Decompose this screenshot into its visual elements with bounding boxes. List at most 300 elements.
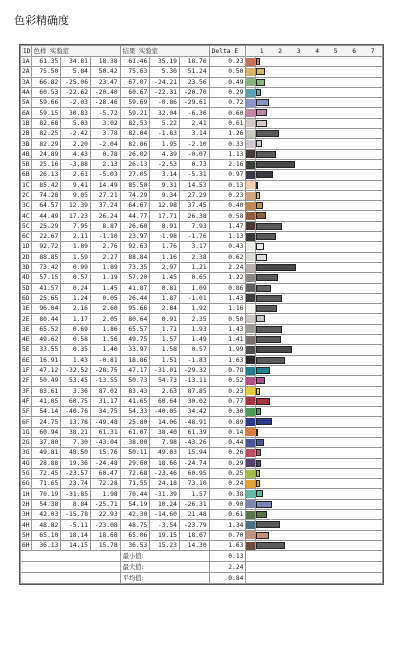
result-value: -1.83 — [150, 129, 180, 139]
table-row — [21, 211, 383, 221]
color-swatch — [246, 520, 255, 530]
delta-e-bar — [256, 192, 260, 199]
delta-e-bar-cell — [255, 499, 382, 509]
result-value: 82.53 — [120, 118, 150, 128]
reference-value: 5.84 — [61, 67, 91, 77]
reference-value: 72.28 — [90, 479, 120, 489]
header-result-lab: 结果 实验室 — [120, 46, 209, 57]
patch-id: 1H — [22, 490, 30, 498]
patch-id: 6C — [22, 233, 30, 241]
delta-e-value: 0.43 — [209, 242, 246, 252]
reference-value: 1.59 — [61, 252, 91, 262]
delta-e-bar — [256, 264, 296, 271]
reference-value: 61.35 — [31, 57, 61, 67]
delta-e-value: 0.23 — [209, 190, 246, 200]
color-swatch — [246, 242, 255, 252]
result-value: -6.36 — [179, 108, 209, 118]
result-value: 9.31 — [150, 180, 180, 190]
result-value: -2.53 — [150, 159, 180, 169]
patch-id: 3D — [22, 264, 30, 272]
summary-blank — [21, 573, 121, 584]
summary-label: 最大值: — [120, 562, 209, 573]
result-value: 1.49 — [179, 335, 209, 345]
result-value: 5.30 — [150, 67, 180, 77]
table-header-row — [21, 46, 383, 57]
delta-e-value: 0.62 — [209, 252, 246, 262]
reference-value: 1.40 — [90, 345, 120, 355]
delta-e-bar — [256, 212, 266, 219]
delta-e-bar-cell — [255, 98, 382, 108]
patch-id: 1B — [22, 119, 30, 127]
patch-id: 3A — [22, 78, 30, 86]
reference-value: 1.98 — [90, 489, 120, 499]
patch-id: 1C — [22, 181, 30, 189]
delta-e-bar — [256, 223, 282, 230]
summary-row — [21, 551, 383, 562]
reference-value: 34.81 — [61, 57, 91, 67]
result-value: 54.73 — [150, 376, 180, 386]
delta-e-bar-cell — [255, 510, 382, 520]
table-row — [21, 499, 383, 509]
scale-tick: 6 — [352, 47, 357, 55]
result-value: 26.38 — [179, 211, 209, 221]
table-row — [21, 335, 383, 345]
delta-e-bar — [256, 377, 265, 384]
header-reference-lab: 色样 实验室 — [31, 46, 120, 57]
reference-value: 65.52 — [31, 324, 61, 334]
reference-value: 9.05 — [61, 190, 91, 200]
result-value: -31.01 — [150, 365, 180, 375]
color-swatch — [246, 201, 255, 211]
table-row — [21, 407, 383, 417]
delta-e-bar — [256, 398, 270, 405]
color-swatch — [246, 376, 255, 386]
delta-e-value: 0.72 — [209, 98, 246, 108]
result-value: -13.11 — [179, 376, 209, 386]
reference-value: 26.13 — [31, 170, 61, 180]
reference-value: 49.81 — [31, 448, 61, 458]
patch-id: 6E — [22, 356, 30, 364]
reference-value: -20.40 — [90, 87, 120, 97]
color-swatch — [246, 67, 255, 77]
result-value: 3.14 — [179, 129, 209, 139]
reference-value: 18.38 — [90, 57, 120, 67]
patch-id: 5E — [22, 346, 30, 354]
result-value: 41.65 — [120, 396, 150, 406]
delta-e-bar — [256, 480, 260, 487]
reference-value: 38.21 — [61, 427, 91, 437]
reference-value: 25.16 — [31, 159, 61, 169]
patch-id: 4F — [22, 397, 30, 405]
delta-e-value: 0.14 — [209, 427, 246, 437]
swatch-fill — [246, 418, 254, 426]
reference-value: -2.03 — [61, 98, 91, 108]
result-value: 1.93 — [179, 324, 209, 334]
result-value: -20.70 — [179, 87, 209, 97]
header-id: ID — [21, 46, 32, 57]
result-value: 50.11 — [120, 448, 150, 458]
delta-e-value: 0.70 — [209, 530, 246, 540]
swatch-fill — [246, 500, 254, 508]
result-value: 41.87 — [120, 283, 150, 293]
result-value: 87.85 — [179, 386, 209, 396]
delta-e-bar-cell — [255, 304, 382, 314]
reference-value: 50.49 — [31, 376, 61, 386]
delta-e-bar-cell — [255, 324, 382, 334]
reference-value: -24.48 — [90, 458, 120, 468]
swatch-fill — [246, 150, 254, 158]
swatch-fill — [246, 253, 254, 261]
delta-e-bar-cell — [255, 355, 382, 365]
delta-e-bar — [256, 120, 267, 127]
reference-value: -5.03 — [90, 170, 120, 180]
reference-value: 2.76 — [90, 242, 120, 252]
reference-value: 1.56 — [90, 335, 120, 345]
reference-value: 22.93 — [90, 510, 120, 520]
result-value: 60.95 — [179, 468, 209, 478]
delta-e-bar-cell — [255, 376, 382, 386]
delta-e-bar — [256, 315, 265, 322]
delta-e-bar — [256, 357, 285, 364]
delta-e-value: 1.26 — [209, 129, 246, 139]
reference-value: 7.95 — [61, 221, 91, 231]
patch-id: 5F — [22, 408, 30, 416]
delta-e-bar-cell — [255, 252, 382, 262]
result-value: 71.55 — [120, 479, 150, 489]
reference-value: 80.44 — [31, 314, 61, 324]
delta-e-bar-cell — [255, 427, 382, 437]
table-row — [21, 118, 383, 128]
reference-value: -15.78 — [61, 510, 91, 520]
result-value: -48.91 — [179, 417, 209, 427]
patch-id: 3E — [22, 325, 30, 333]
reference-value: -5.11 — [61, 520, 91, 530]
patch-id: 4G — [22, 459, 30, 467]
result-value: 75.63 — [120, 67, 150, 77]
delta-e-bar — [256, 511, 267, 518]
result-value: 35.19 — [150, 57, 180, 67]
delta-e-value: 0.40 — [209, 201, 246, 211]
delta-e-bar-cell — [255, 540, 382, 550]
delta-e-value: 0.25 — [209, 468, 246, 478]
swatch-fill — [246, 222, 254, 230]
swatch-fill — [246, 397, 254, 405]
reference-value: 75.50 — [31, 67, 61, 77]
delta-e-bar — [256, 161, 295, 168]
reference-value: 54.38 — [31, 499, 61, 509]
reference-value: -23.08 — [90, 520, 120, 530]
result-value: 59.21 — [120, 108, 150, 118]
reference-value: -25.71 — [90, 499, 120, 509]
delta-e-bar — [256, 305, 277, 312]
patch-id: 5B — [22, 161, 30, 169]
result-value: 23.56 — [179, 77, 209, 87]
delta-e-bar-cell — [255, 407, 382, 417]
delta-e-bar — [256, 336, 281, 343]
color-swatch — [246, 324, 255, 334]
table-row — [21, 252, 383, 262]
delta-e-bar — [256, 470, 261, 477]
patch-id: 3F — [22, 387, 30, 395]
patch-id: 5H — [22, 531, 30, 539]
patch-id: 6B — [22, 171, 30, 179]
table-row — [21, 314, 383, 324]
swatch-fill — [246, 284, 254, 292]
result-value: -29.32 — [179, 365, 209, 375]
result-value: 33.97 — [120, 345, 150, 355]
result-value: 18.86 — [120, 355, 150, 365]
reference-value: 26.24 — [90, 211, 120, 221]
reference-value: 1.86 — [90, 324, 120, 334]
color-swatch — [246, 304, 255, 314]
delta-e-bar — [256, 295, 282, 302]
result-value: -14.60 — [150, 510, 180, 520]
delta-e-bar — [256, 130, 279, 137]
swatch-fill — [246, 181, 254, 189]
result-value: 1.16 — [150, 252, 180, 262]
delta-e-bar — [256, 254, 267, 261]
delta-e-value: 0.60 — [209, 108, 246, 118]
reference-value: 60.53 — [31, 87, 61, 97]
reference-value: 18.68 — [90, 530, 120, 540]
color-swatch — [246, 129, 255, 139]
table-row — [21, 489, 383, 499]
swatch-fill — [246, 336, 254, 344]
delta-e-bar — [256, 326, 282, 333]
delta-e-bar-cell — [255, 211, 382, 221]
delta-e-bar-cell — [255, 437, 382, 447]
reference-value: 0.69 — [61, 324, 91, 334]
delta-e-bar — [256, 58, 260, 65]
reference-value: 0.24 — [61, 283, 91, 293]
color-swatch — [246, 170, 255, 180]
result-value: 5.22 — [150, 118, 180, 128]
swatch-fill — [246, 264, 254, 272]
result-value: 92.63 — [120, 242, 150, 252]
color-swatch — [246, 510, 255, 520]
swatch-fill — [246, 294, 254, 302]
result-value: 85.50 — [120, 180, 150, 190]
result-value: 80.64 — [120, 314, 150, 324]
color-swatch — [246, 448, 255, 458]
patch-id: 3H — [22, 511, 30, 519]
reference-value: -5.72 — [90, 108, 120, 118]
patch-id: 2A — [22, 68, 30, 76]
delta-e-bar — [256, 109, 267, 116]
result-value: 15.23 — [150, 540, 180, 550]
summary-label: 最小值: — [120, 551, 209, 562]
delta-e-bar-cell — [255, 242, 382, 252]
table-row — [21, 108, 383, 118]
table-row — [21, 283, 383, 293]
reference-value: -25.06 — [61, 77, 91, 87]
reference-value: -28.75 — [90, 365, 120, 375]
swatch-fill — [246, 367, 254, 375]
color-swatch — [246, 283, 255, 293]
table-row — [21, 221, 383, 231]
result-value: 65.06 — [120, 530, 150, 540]
result-value: 49.75 — [120, 335, 150, 345]
delta-e-bar-cell — [255, 67, 382, 77]
table-row — [21, 273, 383, 283]
delta-e-value: 0.61 — [209, 118, 246, 128]
patch-id: 3C — [22, 202, 30, 210]
reference-value: 64.57 — [31, 201, 61, 211]
delta-e-bar-cell — [255, 293, 382, 303]
color-swatch — [246, 427, 255, 437]
result-value: -0.86 — [150, 98, 180, 108]
delta-e-bar-cell — [255, 57, 382, 67]
result-value: -1.83 — [179, 355, 209, 365]
result-value: 54.33 — [120, 407, 150, 417]
color-swatch — [246, 335, 255, 345]
result-value: 1.76 — [150, 242, 180, 252]
swatch-fill — [246, 78, 254, 86]
reference-value: 19.36 — [61, 458, 91, 468]
delta-e-value: 1.22 — [209, 273, 246, 283]
table-row — [21, 448, 383, 458]
patch-id: 2B — [22, 130, 30, 138]
color-swatch — [246, 386, 255, 396]
result-value: 36.53 — [120, 540, 150, 550]
delta-e-value: 1.13 — [209, 232, 246, 242]
swatch-fill — [246, 377, 254, 385]
delta-e-bar — [256, 490, 263, 497]
result-value: 50.73 — [120, 376, 150, 386]
patch-id: 5A — [22, 99, 30, 107]
result-value: 14.06 — [150, 417, 180, 427]
reference-value: -40.76 — [61, 407, 91, 417]
delta-e-bar-cell — [255, 129, 382, 139]
summary-blank — [21, 562, 121, 573]
reference-value: -0.81 — [90, 355, 120, 365]
color-swatch — [246, 345, 255, 355]
swatch-fill — [246, 480, 254, 488]
result-value: 60.64 — [150, 396, 180, 406]
result-value: 1.57 — [179, 489, 209, 499]
delta-e-bar — [256, 542, 285, 549]
result-value: 73.35 — [120, 262, 150, 272]
scale-tick: 4 — [315, 47, 320, 55]
patch-id: 5C — [22, 222, 30, 230]
delta-e-value: 0.26 — [209, 448, 246, 458]
reference-value: 61.31 — [90, 427, 120, 437]
reference-value: -28.46 — [90, 98, 120, 108]
reference-value: 12.39 — [61, 201, 91, 211]
reference-value: 72.45 — [31, 468, 61, 478]
swatch-fill — [246, 202, 254, 210]
table-row — [21, 304, 383, 314]
result-value: 1.21 — [179, 262, 209, 272]
summary-label: 平均值: — [120, 573, 209, 584]
result-value: -5.31 — [179, 170, 209, 180]
table-row — [21, 437, 383, 447]
delta-e-bar — [256, 388, 260, 395]
scale-tick: 5 — [333, 47, 338, 55]
delta-e-bar-cell — [255, 180, 382, 190]
color-swatch — [246, 396, 255, 406]
delta-e-bar — [256, 408, 261, 415]
color-swatch — [246, 211, 255, 221]
scale-tick: 2 — [278, 47, 283, 55]
reference-value: 88.85 — [31, 252, 61, 262]
result-value: 95.66 — [120, 304, 150, 314]
summary-blank — [246, 551, 383, 562]
result-value: 25.80 — [120, 417, 150, 427]
reference-value: -2.04 — [90, 139, 120, 149]
color-swatch — [246, 262, 255, 272]
table-row — [21, 67, 383, 77]
reference-value: 0.58 — [61, 335, 91, 345]
reference-value: 1.89 — [90, 262, 120, 272]
result-value: 26.02 — [120, 149, 150, 159]
result-value: 2.35 — [179, 314, 209, 324]
result-value: 1.09 — [179, 283, 209, 293]
swatch-fill — [246, 192, 254, 200]
result-value: 30.02 — [179, 396, 209, 406]
result-value: 34.42 — [179, 407, 209, 417]
color-swatch — [246, 499, 255, 509]
patch-id: 1E — [22, 305, 30, 313]
patch-id: 4B — [22, 150, 30, 158]
delta-e-bar-cell — [255, 221, 382, 231]
color-swatch — [246, 149, 255, 159]
delta-e-bar — [256, 532, 269, 539]
reference-value: 1.89 — [61, 242, 91, 252]
result-value: 23.97 — [120, 232, 150, 242]
table-row — [21, 396, 383, 406]
delta-e-value: 0.23 — [209, 386, 246, 396]
delta-e-bar — [256, 243, 264, 250]
delta-e-value: 0.49 — [209, 77, 246, 87]
reference-value: 48.82 — [31, 520, 61, 530]
reference-value: -31.85 — [61, 489, 91, 499]
delta-e-bar — [256, 89, 261, 96]
table-row — [21, 345, 383, 355]
page-title: 色彩精确度 — [14, 14, 69, 27]
color-swatch — [246, 87, 255, 97]
reference-value: 24.75 — [31, 417, 61, 427]
swatch-fill — [246, 315, 254, 323]
table-row — [21, 468, 383, 478]
patch-id: 1A — [22, 58, 30, 66]
patch-id: 6H — [22, 542, 30, 550]
reference-value: 2.11 — [61, 232, 91, 242]
delta-e-bar-cell — [255, 232, 382, 242]
swatch-fill — [246, 68, 254, 76]
delta-e-bar — [256, 501, 272, 508]
result-value: 64.67 — [120, 201, 150, 211]
summary-value: 0.84 — [209, 573, 246, 584]
delta-e-bar — [256, 346, 292, 353]
result-value: 18.67 — [179, 530, 209, 540]
swatch-fill — [246, 346, 254, 354]
reference-value: 1.19 — [90, 273, 120, 283]
reference-value: 53.45 — [61, 376, 91, 386]
reference-value: 82.25 — [31, 129, 61, 139]
result-value: 47.17 — [120, 365, 150, 375]
result-value: 61.07 — [120, 427, 150, 437]
swatch-fill — [246, 449, 254, 457]
delta-e-value: 0.58 — [209, 211, 246, 221]
delta-e-bar-cell — [255, 77, 382, 87]
reference-value: 82.68 — [31, 118, 61, 128]
patch-id: 3G — [22, 449, 30, 457]
result-value: 54.19 — [120, 499, 150, 509]
delta-e-bar-cell — [255, 479, 382, 489]
delta-e-bar — [256, 460, 261, 467]
swatch-fill — [246, 233, 254, 241]
